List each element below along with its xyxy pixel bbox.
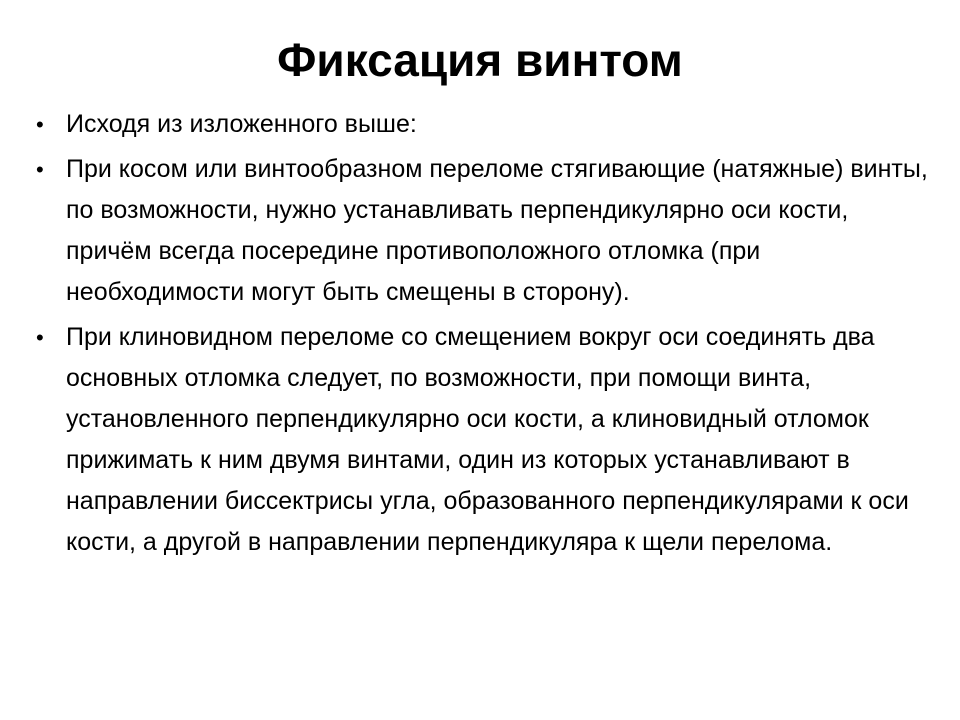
bullet-list xyxy=(36,104,932,567)
bullet-dot-icon: • xyxy=(36,325,44,350)
bullet-item xyxy=(36,149,932,313)
slide-title: Фиксация винтом xyxy=(277,34,683,86)
bullet-dot-icon: • xyxy=(36,112,44,137)
bullet-item xyxy=(36,104,932,145)
bullet-text: Исходя из изложенного выше: xyxy=(66,110,417,138)
bullet-text: При клиновидном переломе со смещением вокруг оси соединять два основных отломка следует, по возможности, при помощи винта, установленного перпендикулярно оси кости, а клиновидный отломок прижимать к ним двумя винтами, один из которых устанавливают в направлении биссектрисы угла, образованного перпендикулярами к оси кости, а другой в направлении перпендикуляра к щели перелома. xyxy=(66,323,909,556)
bullet-dot-icon: • xyxy=(36,157,44,182)
bullet-item xyxy=(36,317,932,563)
bullet-text: При косом или винтообразном переломе стягивающие (натяжные) винты, по возможности, нужно устанавливать перпендикулярно оси кости, причём всегда посередине противоположного отломка (при необходимости могут быть смещены в сторону). xyxy=(66,155,928,306)
